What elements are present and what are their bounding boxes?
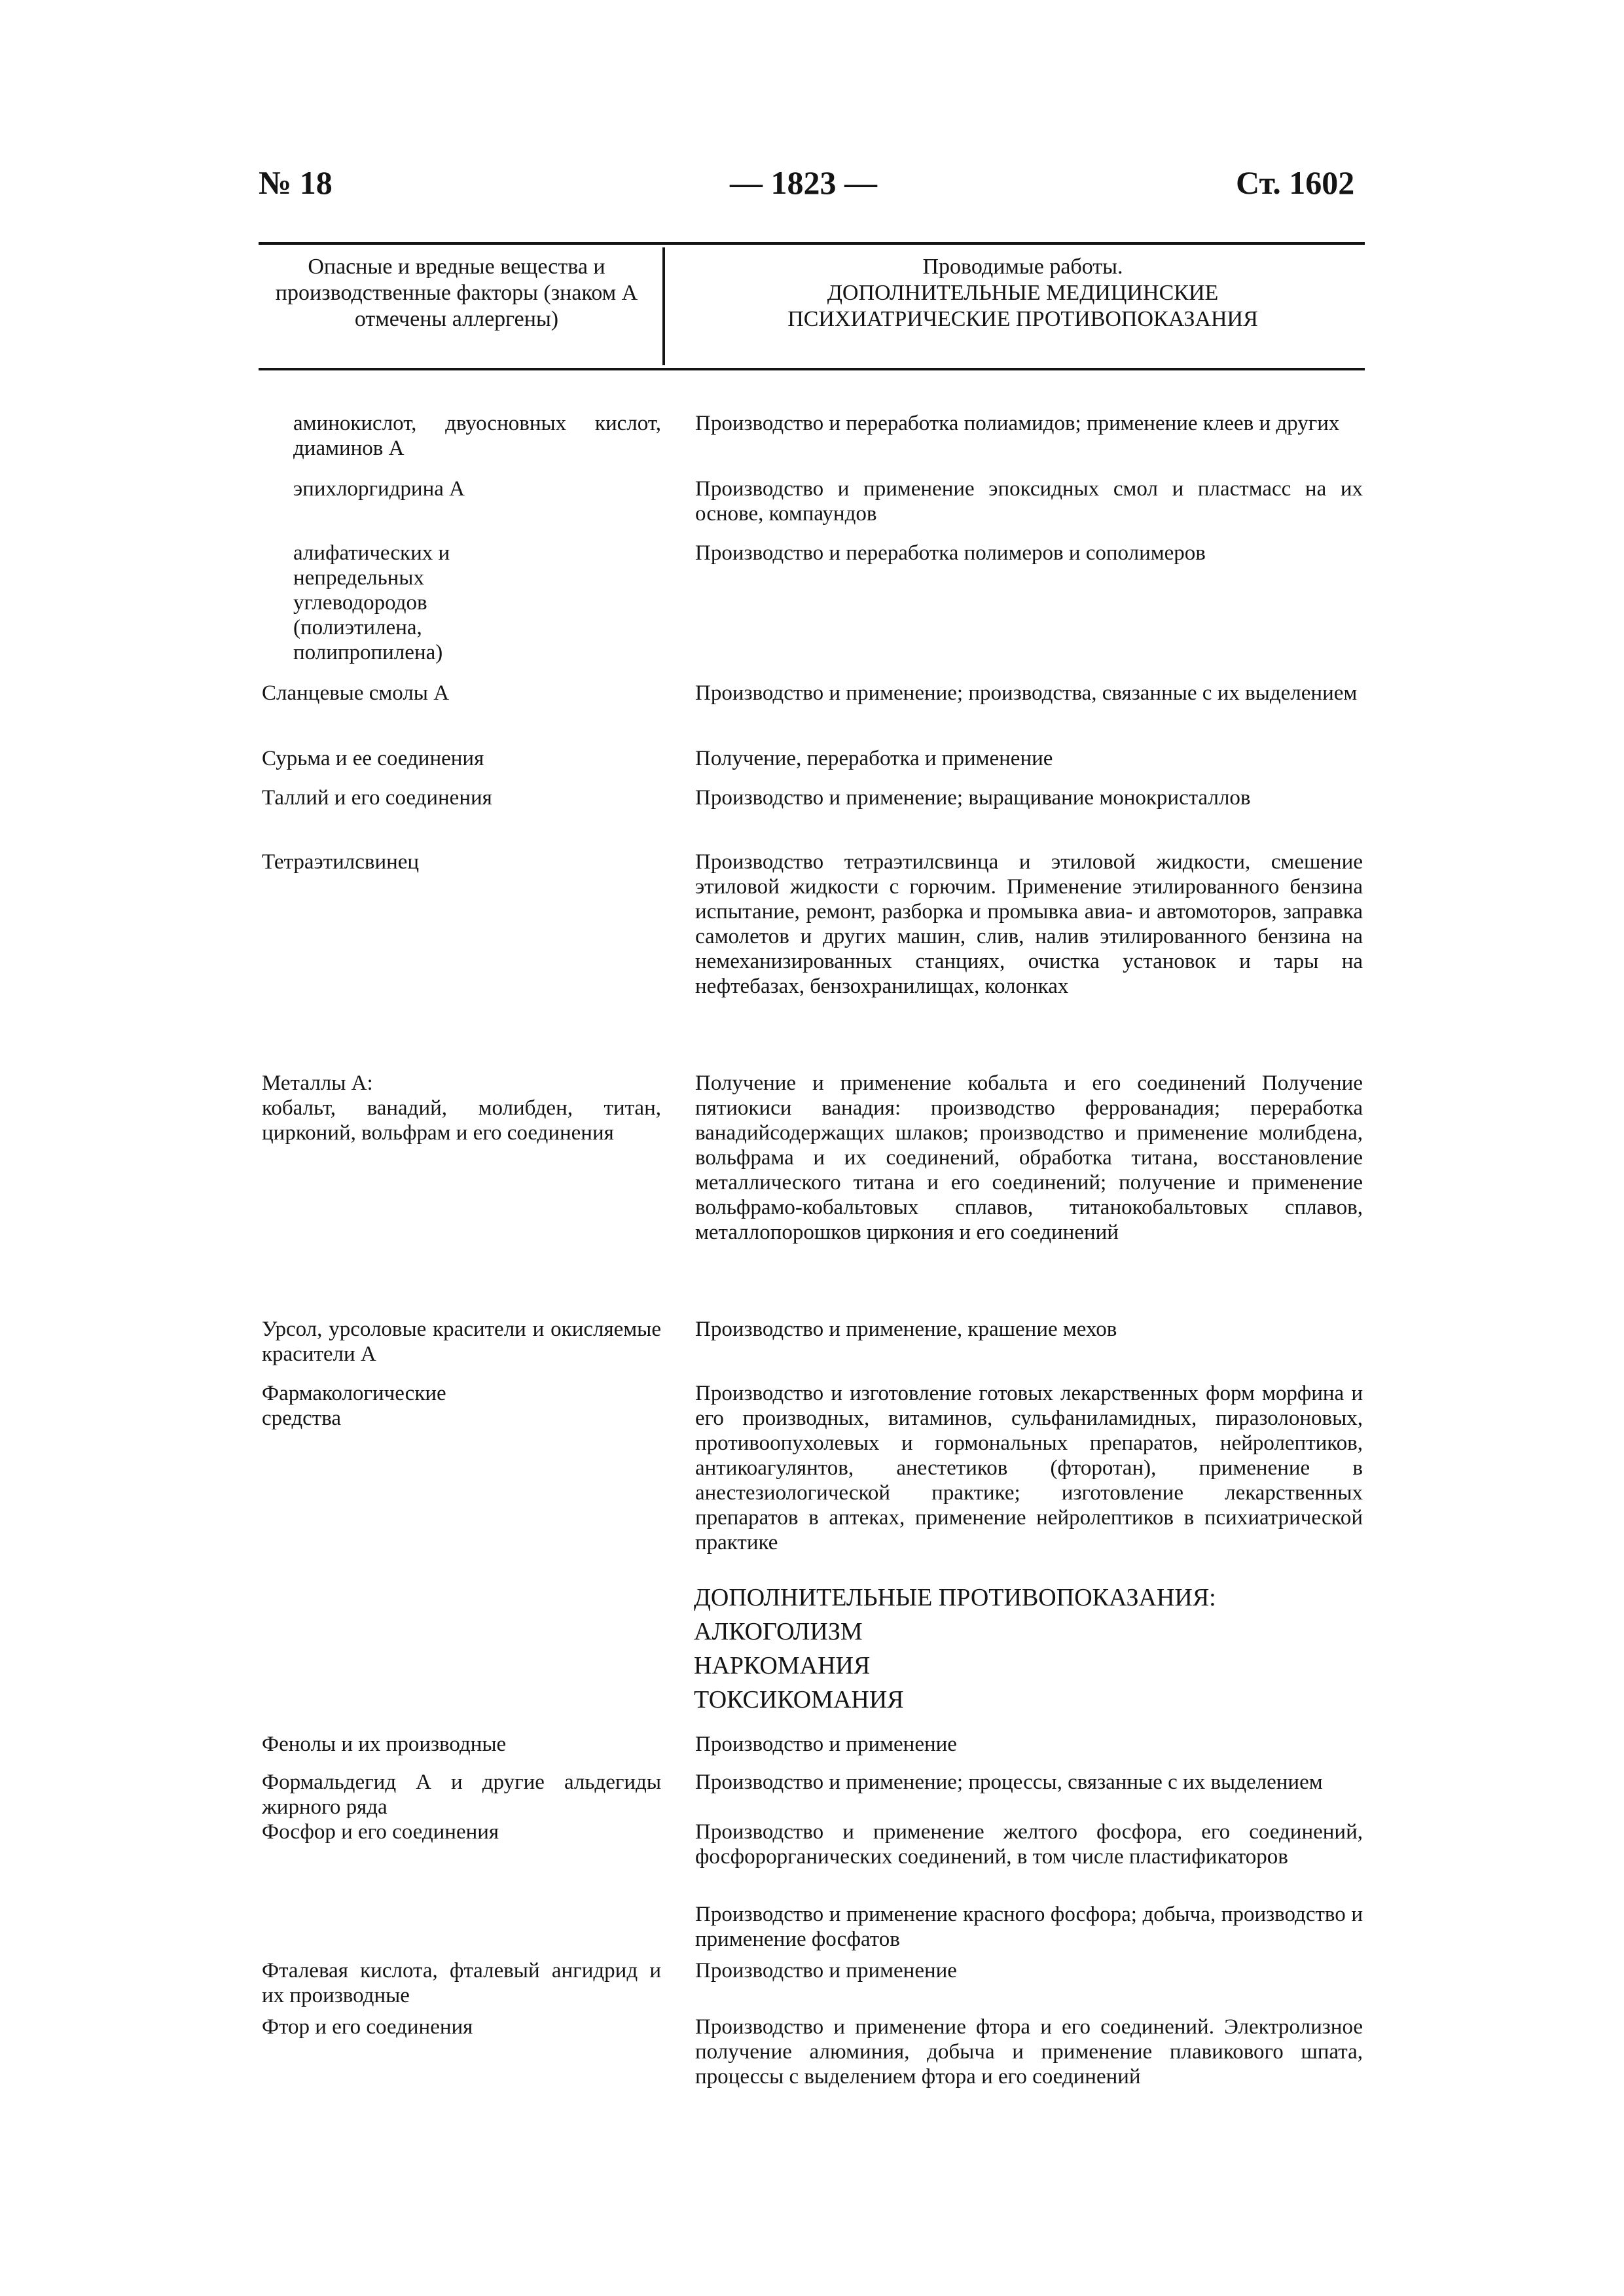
header-right-line3: ПСИХИАТРИЧЕСКИЕ ПРОТИВОПОКАЗАНИЯ <box>787 307 1258 331</box>
row-substance: Сланцевые смолы А <box>262 681 450 705</box>
row-works: Производство и переработка полиамидов; применение клеев и других <box>695 412 1340 435</box>
row-substance: Фенолы и их производные <box>262 1732 507 1756</box>
row-works: Производство и изготовление готовых лекарственных форм морфина и его производных, витаминов, сульфаниламидных, пиразолоновых, противоопухолевых и гормональных препаратов, нейролептиков, антикоагулянтов, анестетиков (фторотан), применение в анестезиологической практике; изготовление лекарственных препаратов в аптеках, применение нейролептиков в психиатрической практике <box>695 1382 1363 1554</box>
row-substance: кобальт, ванадий, молибден, титан, цирконий, вольфрам и его соединения <box>262 1096 661 1145</box>
row-works: Производство и применение желтого фосфора, его соединений, фосфорорганических соединений, в том числе пластификаторов <box>695 1820 1363 1869</box>
row-works: Получение, переработка и применение <box>695 747 1053 770</box>
row-substance: Тетраэтилсвинец <box>262 850 420 874</box>
table-header-left: Опасные и вредные вещества и производственные факторы (знаком А отмечены аллергены) <box>275 255 638 331</box>
row-works: Производство и применение <box>695 1732 957 1756</box>
column-number: Ст. 1602 <box>1236 164 1355 201</box>
row-substance: Фосфор и его соединения <box>262 1820 499 1844</box>
row-works: Производство и применение; выращивание монокристаллов <box>695 786 1251 810</box>
row-works: Производство и применение; производства, связанные с их выделением <box>695 681 1358 705</box>
row-works: Производство и переработка полимеров и сополимеров <box>695 541 1206 565</box>
row-substance: Фталевая кислота, фталевый ангидрид и их производные <box>262 1959 661 2007</box>
issue-number: № 18 <box>259 164 333 201</box>
header-right-line2: ДОПОЛНИТЕЛЬНЫЕ МЕДИЦИНСКИЕ <box>827 281 1219 305</box>
row-works: Производство и применение; процессы, связанные с их выделением <box>695 1770 1323 1794</box>
header-right-line1: Проводимые работы. <box>922 255 1123 279</box>
row-substance: Фтор и его соединения <box>262 2015 473 2039</box>
row-substance: Таллий и его соединения <box>262 786 492 810</box>
row-substance: Урсол, урсоловые красители и окисляемые красители А <box>262 1318 661 1366</box>
top-rule <box>259 242 1365 245</box>
page-number: — 1823 — <box>730 164 877 201</box>
contraindication-item: АЛКОГОЛИЗМ <box>694 1618 863 1645</box>
row-works: Производство и применение фтора и его соединений. Электролизное получение алюминия, добыча и применение плавикового шпата, процессы с выделением фтора и его соединений <box>695 2015 1363 2089</box>
row-works: Производство и применение эпоксидных смол и пластмасс на их основе, компаундов <box>695 477 1363 526</box>
row-works: Производство и применение, крашение мехов <box>695 1318 1117 1341</box>
column-divider <box>662 247 665 365</box>
contraindication-item: НАРКОМАНИЯ <box>694 1652 871 1679</box>
row-substance: Сурьма и ее соединения <box>262 747 484 770</box>
row-works: Производство и применение <box>695 1959 957 1982</box>
row-works: Получение и применение кобальта и его соединений Получение пятиокиси ванадия: производство феррованадия; переработка ванадийсодержащих шлаков; производство и применение молибдена, вольфрама и их соединений, обработка титана, восстановление металлического титана и его соединений; получение и применение вольфрамо-кобальтовых сплавов, титанокобальтовых сплавов, металлопорошков циркония и его соединений <box>695 1071 1363 1244</box>
row-substance: Фармакологические средства <box>262 1382 446 1430</box>
row-works: Производство тетраэтилсвинца и этиловой жидкости, смешение этиловой жидкости с горючим. Применение этилированного бензина испытание, ремонт, разборка и промывка авиа- и автомоторов, заправка самолетов и других машин, слив, налив этилированного бензина на немеханизированных станциях, очистка установок и тары на нефтебазах, бензохранилищах, колонках <box>695 850 1363 998</box>
row-works-continued: Производство и применение красного фосфора; добыча, производство и применение фосфатов <box>695 1903 1363 1951</box>
row-substance: аминокислот, двуосновных кислот, диаминов А <box>293 412 661 460</box>
contraindications-heading: ДОПОЛНИТЕЛЬНЫЕ ПРОТИВОПОКАЗАНИЯ: <box>694 1584 1216 1611</box>
row-substance: эпихлоргидрина А <box>293 477 465 501</box>
table-header-right <box>681 254 1365 332</box>
header-rule <box>259 368 1365 370</box>
row-substance: Формальдегид А и другие альдегиды жирного ряда <box>262 1770 661 1819</box>
row-substance-group <box>262 1071 661 1145</box>
substance-group-title: Металлы А: <box>262 1071 373 1095</box>
row-substance: алифатических и непредельных углеводородов (полиэтилена, полипропилена) <box>293 541 450 664</box>
contraindication-item: ТОКСИКОМАНИЯ <box>694 1686 904 1713</box>
